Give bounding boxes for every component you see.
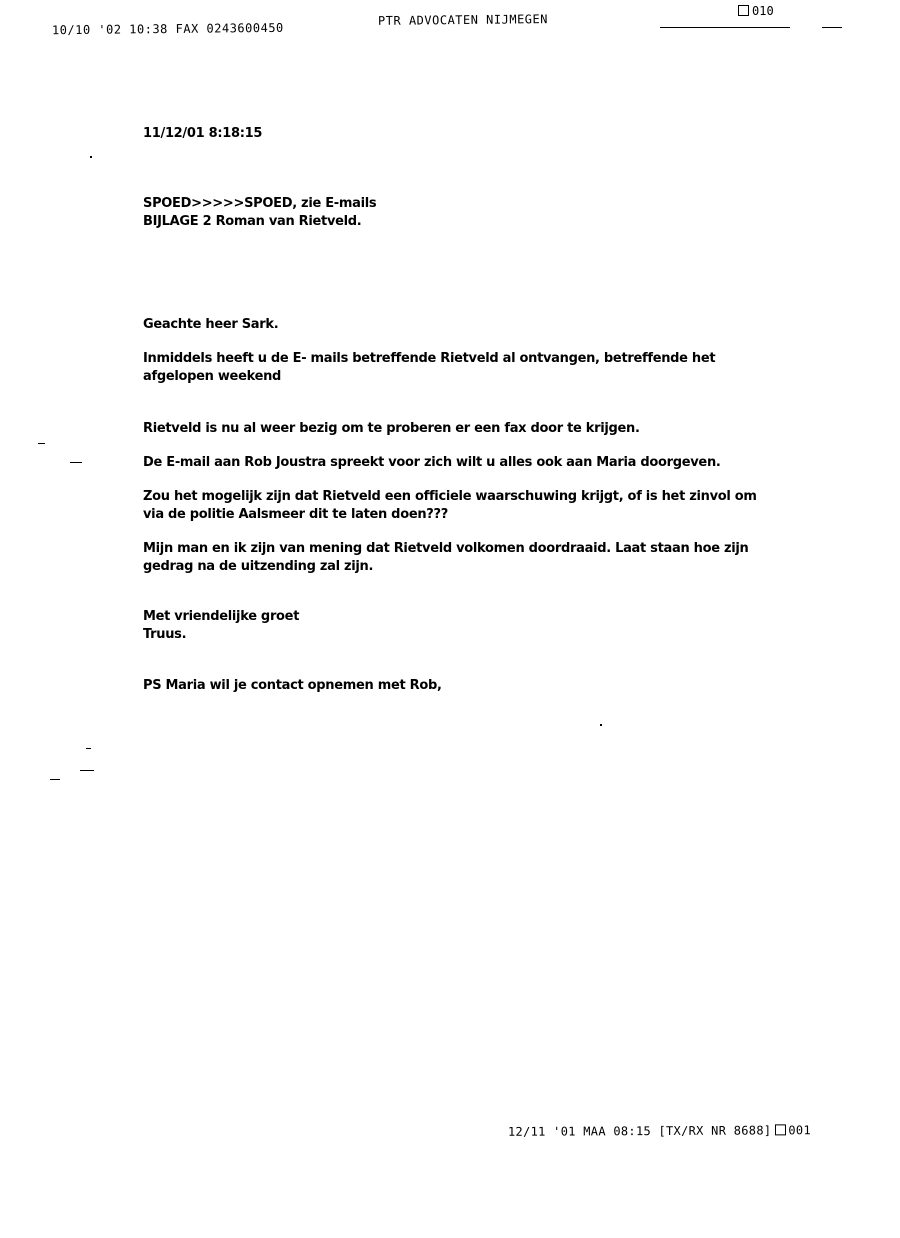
fax-footer-text: 12/11 '01 MAA 08:15 [TX/RX NR 8688] xyxy=(507,1123,772,1139)
fax-header-timestamp: 10/10 '02 10:38 FAX 0243600450 xyxy=(51,20,284,38)
scan-speck xyxy=(90,156,92,158)
email-paragraph: Inmiddels heeft u de E- mails betreffende Rietveld al ontvangen, betreffende het afgelopen weekend xyxy=(143,351,716,384)
header-rule xyxy=(660,27,790,28)
fax-header-page xyxy=(738,4,774,18)
email-postscript: PS Maria wil je contact opnemen met Rob, xyxy=(143,678,442,693)
fax-footer xyxy=(508,1123,811,1139)
scan-speck xyxy=(86,748,91,749)
header-rule xyxy=(822,27,842,28)
scan-speck xyxy=(600,724,602,726)
fax-header-sender: PTR ADVOCATEN NIJMEGEN xyxy=(377,12,549,28)
scan-speck xyxy=(80,770,94,771)
email-salutation: Geachte heer Sark. xyxy=(143,317,279,332)
email-timestamp: 11/12/01 8:18:15 xyxy=(143,126,263,141)
email-subject-line-1: SPOED>>>>>SPOED, zie E-mails xyxy=(143,196,377,211)
email-signature: Truus. xyxy=(143,627,187,642)
scan-speck xyxy=(50,779,60,780)
fax-header-page-number: 010 xyxy=(752,4,774,18)
page-box-icon xyxy=(738,5,749,16)
fax-footer-page: 001 xyxy=(788,1123,811,1138)
email-subject-line-2: BIJLAGE 2 Roman van Rietveld. xyxy=(143,214,362,229)
scan-speck xyxy=(38,443,45,444)
email-paragraph: Zou het mogelijk zijn dat Rietveld een officiele waarschuwing krijgt, of is het zinvol om via de politie Aalsmeer dit te laten doen??? xyxy=(143,489,757,522)
scan-speck xyxy=(70,462,82,463)
page-box-icon xyxy=(775,1124,786,1135)
email-paragraph: Rietveld is nu al weer bezig om te proberen er een fax door te krijgen. xyxy=(143,421,640,436)
email-paragraph: Mijn man en ik zijn van mening dat Rietveld volkomen doordraaid. Laat staan hoe zijn gedrag na de uitzending zal zijn. xyxy=(143,541,749,574)
email-paragraph: De E-mail aan Rob Joustra spreekt voor zich wilt u alles ook aan Maria doorgeven. xyxy=(143,455,721,470)
email-closing: Met vriendelijke groet xyxy=(143,609,300,624)
